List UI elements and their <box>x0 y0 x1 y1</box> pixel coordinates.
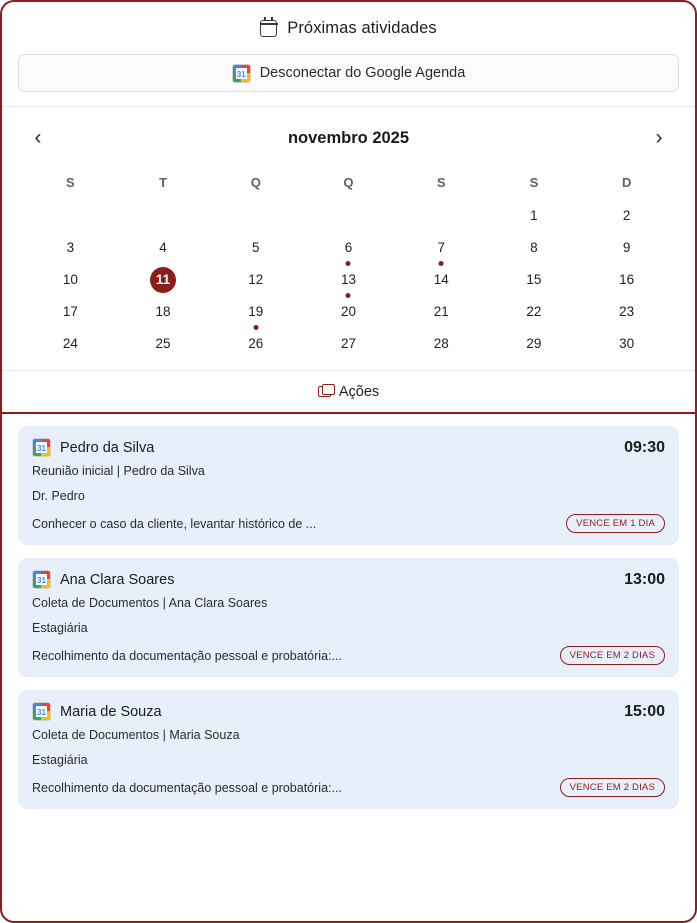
calendar-day-cell[interactable] <box>24 232 117 264</box>
event-assignee: Dr. Pedro <box>32 489 85 503</box>
google-calendar-icon <box>32 438 51 457</box>
event-subtitle: Coleta de Documentos | Ana Clara Soares <box>32 596 268 610</box>
calendar-weekday: S <box>66 175 75 190</box>
status-badge: VENCE EM 1 DIA <box>566 514 665 533</box>
actions-bar[interactable] <box>2 370 695 414</box>
event-client-name: Maria de Souza <box>60 703 162 720</box>
event-title-group <box>32 702 162 721</box>
calendar-day-cell[interactable] <box>580 232 673 264</box>
calendar-day-cell[interactable] <box>117 264 210 296</box>
calendar-day-cell[interactable] <box>209 296 302 328</box>
calendar-day-cell[interactable] <box>117 232 210 264</box>
event-list <box>2 414 695 823</box>
calendar-day-cell[interactable] <box>24 296 117 328</box>
calendar-day-cell[interactable] <box>580 200 673 232</box>
calendar-day-number[interactable]: 20 <box>340 304 356 319</box>
calendar-day-number[interactable]: 10 <box>62 272 78 287</box>
calendar-day-cell[interactable] <box>488 328 581 360</box>
calendar-day-today[interactable]: 11 <box>150 267 176 293</box>
calendar-day-number[interactable]: 19 <box>248 304 264 319</box>
calendar-day-cell-empty <box>24 200 117 232</box>
calendar-day-cell[interactable] <box>488 232 581 264</box>
calendar-day-cell[interactable] <box>209 328 302 360</box>
calendar-day-cell[interactable] <box>209 232 302 264</box>
calendar-weekday: Q <box>343 175 354 190</box>
calendar-day-cell[interactable] <box>580 296 673 328</box>
calendar-day-cell-empty <box>209 200 302 232</box>
calendar-day-number[interactable]: 26 <box>248 336 264 351</box>
google-calendar-icon-day: 31 <box>37 708 46 717</box>
calendar-day-number[interactable]: 5 <box>252 240 260 255</box>
calendar-day-cell-empty <box>302 200 395 232</box>
calendar-day-number[interactable]: 4 <box>159 240 167 255</box>
calendar-day-number <box>335 203 361 229</box>
event-title-group <box>32 438 154 457</box>
google-calendar-icon <box>232 64 251 83</box>
event-card[interactable] <box>18 690 679 809</box>
calendar-day-cell[interactable] <box>24 328 117 360</box>
calendar-day-number <box>243 203 269 229</box>
calendar-day-number[interactable]: 21 <box>433 304 449 319</box>
google-button-wrapper <box>2 54 695 92</box>
calendar-day-cell[interactable] <box>395 328 488 360</box>
calendar-day-cell[interactable] <box>117 296 210 328</box>
calendar-day-number[interactable]: 7 <box>437 240 445 255</box>
event-subtitle: Coleta de Documentos | Maria Souza <box>32 728 240 742</box>
calendar-day-number[interactable]: 3 <box>66 240 75 255</box>
calendar-day-number[interactable]: 9 <box>622 240 631 255</box>
event-card[interactable] <box>18 558 679 677</box>
copy-icon <box>318 386 331 397</box>
calendar-day-number[interactable]: 23 <box>619 304 635 319</box>
calendar-day-cell[interactable] <box>488 296 581 328</box>
calendar-day-number[interactable]: 28 <box>433 336 449 351</box>
calendar-day-cell-empty <box>395 200 488 232</box>
event-description: Recolhimento da documentação pessoal e probatória:... <box>32 648 342 663</box>
event-subtitle: Reunião inicial | Pedro da Silva <box>32 464 205 478</box>
calendar-day-cell[interactable] <box>24 264 117 296</box>
google-calendar-icon <box>32 702 51 721</box>
disconnect-google-calendar-label: Desconectar do Google Agenda <box>259 65 466 81</box>
calendar-day-number[interactable]: 8 <box>530 240 538 255</box>
event-assignee: Estagiária <box>32 753 88 767</box>
calendar-icon <box>260 20 277 37</box>
calendar-day-number <box>428 203 454 229</box>
event-client-name: Pedro da Silva <box>60 439 155 456</box>
event-description: Conhecer o caso da cliente, levantar histórico de ... <box>32 516 317 531</box>
calendar-day-number[interactable]: 1 <box>530 208 538 223</box>
calendar-weekday: S <box>529 175 539 190</box>
event-assignee: Estagiária <box>32 621 88 635</box>
panel-header <box>2 2 695 54</box>
actions-label: Ações <box>338 383 380 400</box>
calendar-day-cell[interactable] <box>302 328 395 360</box>
google-calendar-icon-day: 31 <box>37 444 46 453</box>
calendar-month-label: novembro 2025 <box>287 128 410 147</box>
calendar-day-grid <box>24 200 673 360</box>
page-title: Próximas atividades <box>287 18 437 37</box>
calendar-day-number[interactable]: 2 <box>622 208 631 223</box>
next-month-button[interactable]: › <box>645 124 673 152</box>
calendar-weekday-header <box>24 163 673 200</box>
calendar-day-number[interactable]: 29 <box>526 336 542 351</box>
calendar-day-cell[interactable] <box>395 232 488 264</box>
disconnect-google-calendar-button[interactable] <box>18 54 679 92</box>
calendar-day-cell[interactable] <box>488 200 581 232</box>
event-time: 15:00 <box>624 702 665 720</box>
calendar-day-number[interactable]: 6 <box>344 240 353 255</box>
calendar-day-number[interactable]: 27 <box>340 336 356 351</box>
calendar-day-number[interactable]: 13 <box>340 272 356 287</box>
status-badge: VENCE EM 2 DIAS <box>560 778 665 797</box>
calendar-day-number[interactable]: 24 <box>62 336 78 351</box>
event-time: 13:00 <box>624 570 665 588</box>
event-footer <box>32 646 665 665</box>
calendar-day-cell[interactable] <box>117 328 210 360</box>
event-header <box>32 570 665 589</box>
calendar-day-number <box>57 203 83 229</box>
google-calendar-icon-day: 31 <box>236 69 246 79</box>
calendar-day-cell[interactable] <box>580 328 673 360</box>
event-header <box>32 702 665 721</box>
calendar-day-number[interactable]: 12 <box>248 272 264 287</box>
calendar-day-number[interactable]: 18 <box>155 304 171 319</box>
google-calendar-icon <box>32 570 51 589</box>
calendar-day-cell-empty <box>117 200 210 232</box>
google-calendar-icon-day: 31 <box>37 576 46 585</box>
calendar-day-number[interactable]: 15 <box>526 272 542 287</box>
calendar-weekday: S <box>436 175 446 190</box>
calendar-navigation <box>24 121 673 155</box>
calendar-day-cell[interactable] <box>302 296 395 328</box>
calendar-day-number[interactable]: 22 <box>526 304 542 319</box>
calendar-weekday: D <box>621 175 632 190</box>
calendar <box>2 107 695 370</box>
calendar-day-cell[interactable] <box>488 264 581 296</box>
calendar-day-number <box>150 203 176 229</box>
calendar-day-cell[interactable] <box>580 264 673 296</box>
calendar-day-cell[interactable] <box>302 264 395 296</box>
calendar-day-cell[interactable] <box>395 264 488 296</box>
calendar-day-cell[interactable] <box>302 232 395 264</box>
prev-month-button[interactable]: ‹ <box>24 124 52 152</box>
calendar-day-number[interactable]: 16 <box>619 272 635 287</box>
event-footer <box>32 514 665 533</box>
event-card[interactable] <box>18 426 679 545</box>
event-client-name: Ana Clara Soares <box>60 571 175 588</box>
event-title-group <box>32 570 174 589</box>
calendar-day-number[interactable]: 25 <box>155 336 171 351</box>
calendar-day-cell[interactable] <box>395 296 488 328</box>
event-header <box>32 438 665 457</box>
event-time: 09:30 <box>624 438 665 456</box>
event-footer <box>32 778 665 797</box>
calendar-day-number[interactable]: 30 <box>619 336 635 351</box>
calendar-day-cell[interactable] <box>209 264 302 296</box>
calendar-weekday: T <box>159 175 168 190</box>
calendar-weekday: Q <box>250 175 261 190</box>
calendar-day-number[interactable]: 14 <box>433 272 449 287</box>
event-description: Recolhimento da documentação pessoal e probatória:... <box>32 780 342 795</box>
status-badge: VENCE EM 2 DIAS <box>560 646 665 665</box>
calendar-day-number[interactable]: 17 <box>62 304 78 319</box>
